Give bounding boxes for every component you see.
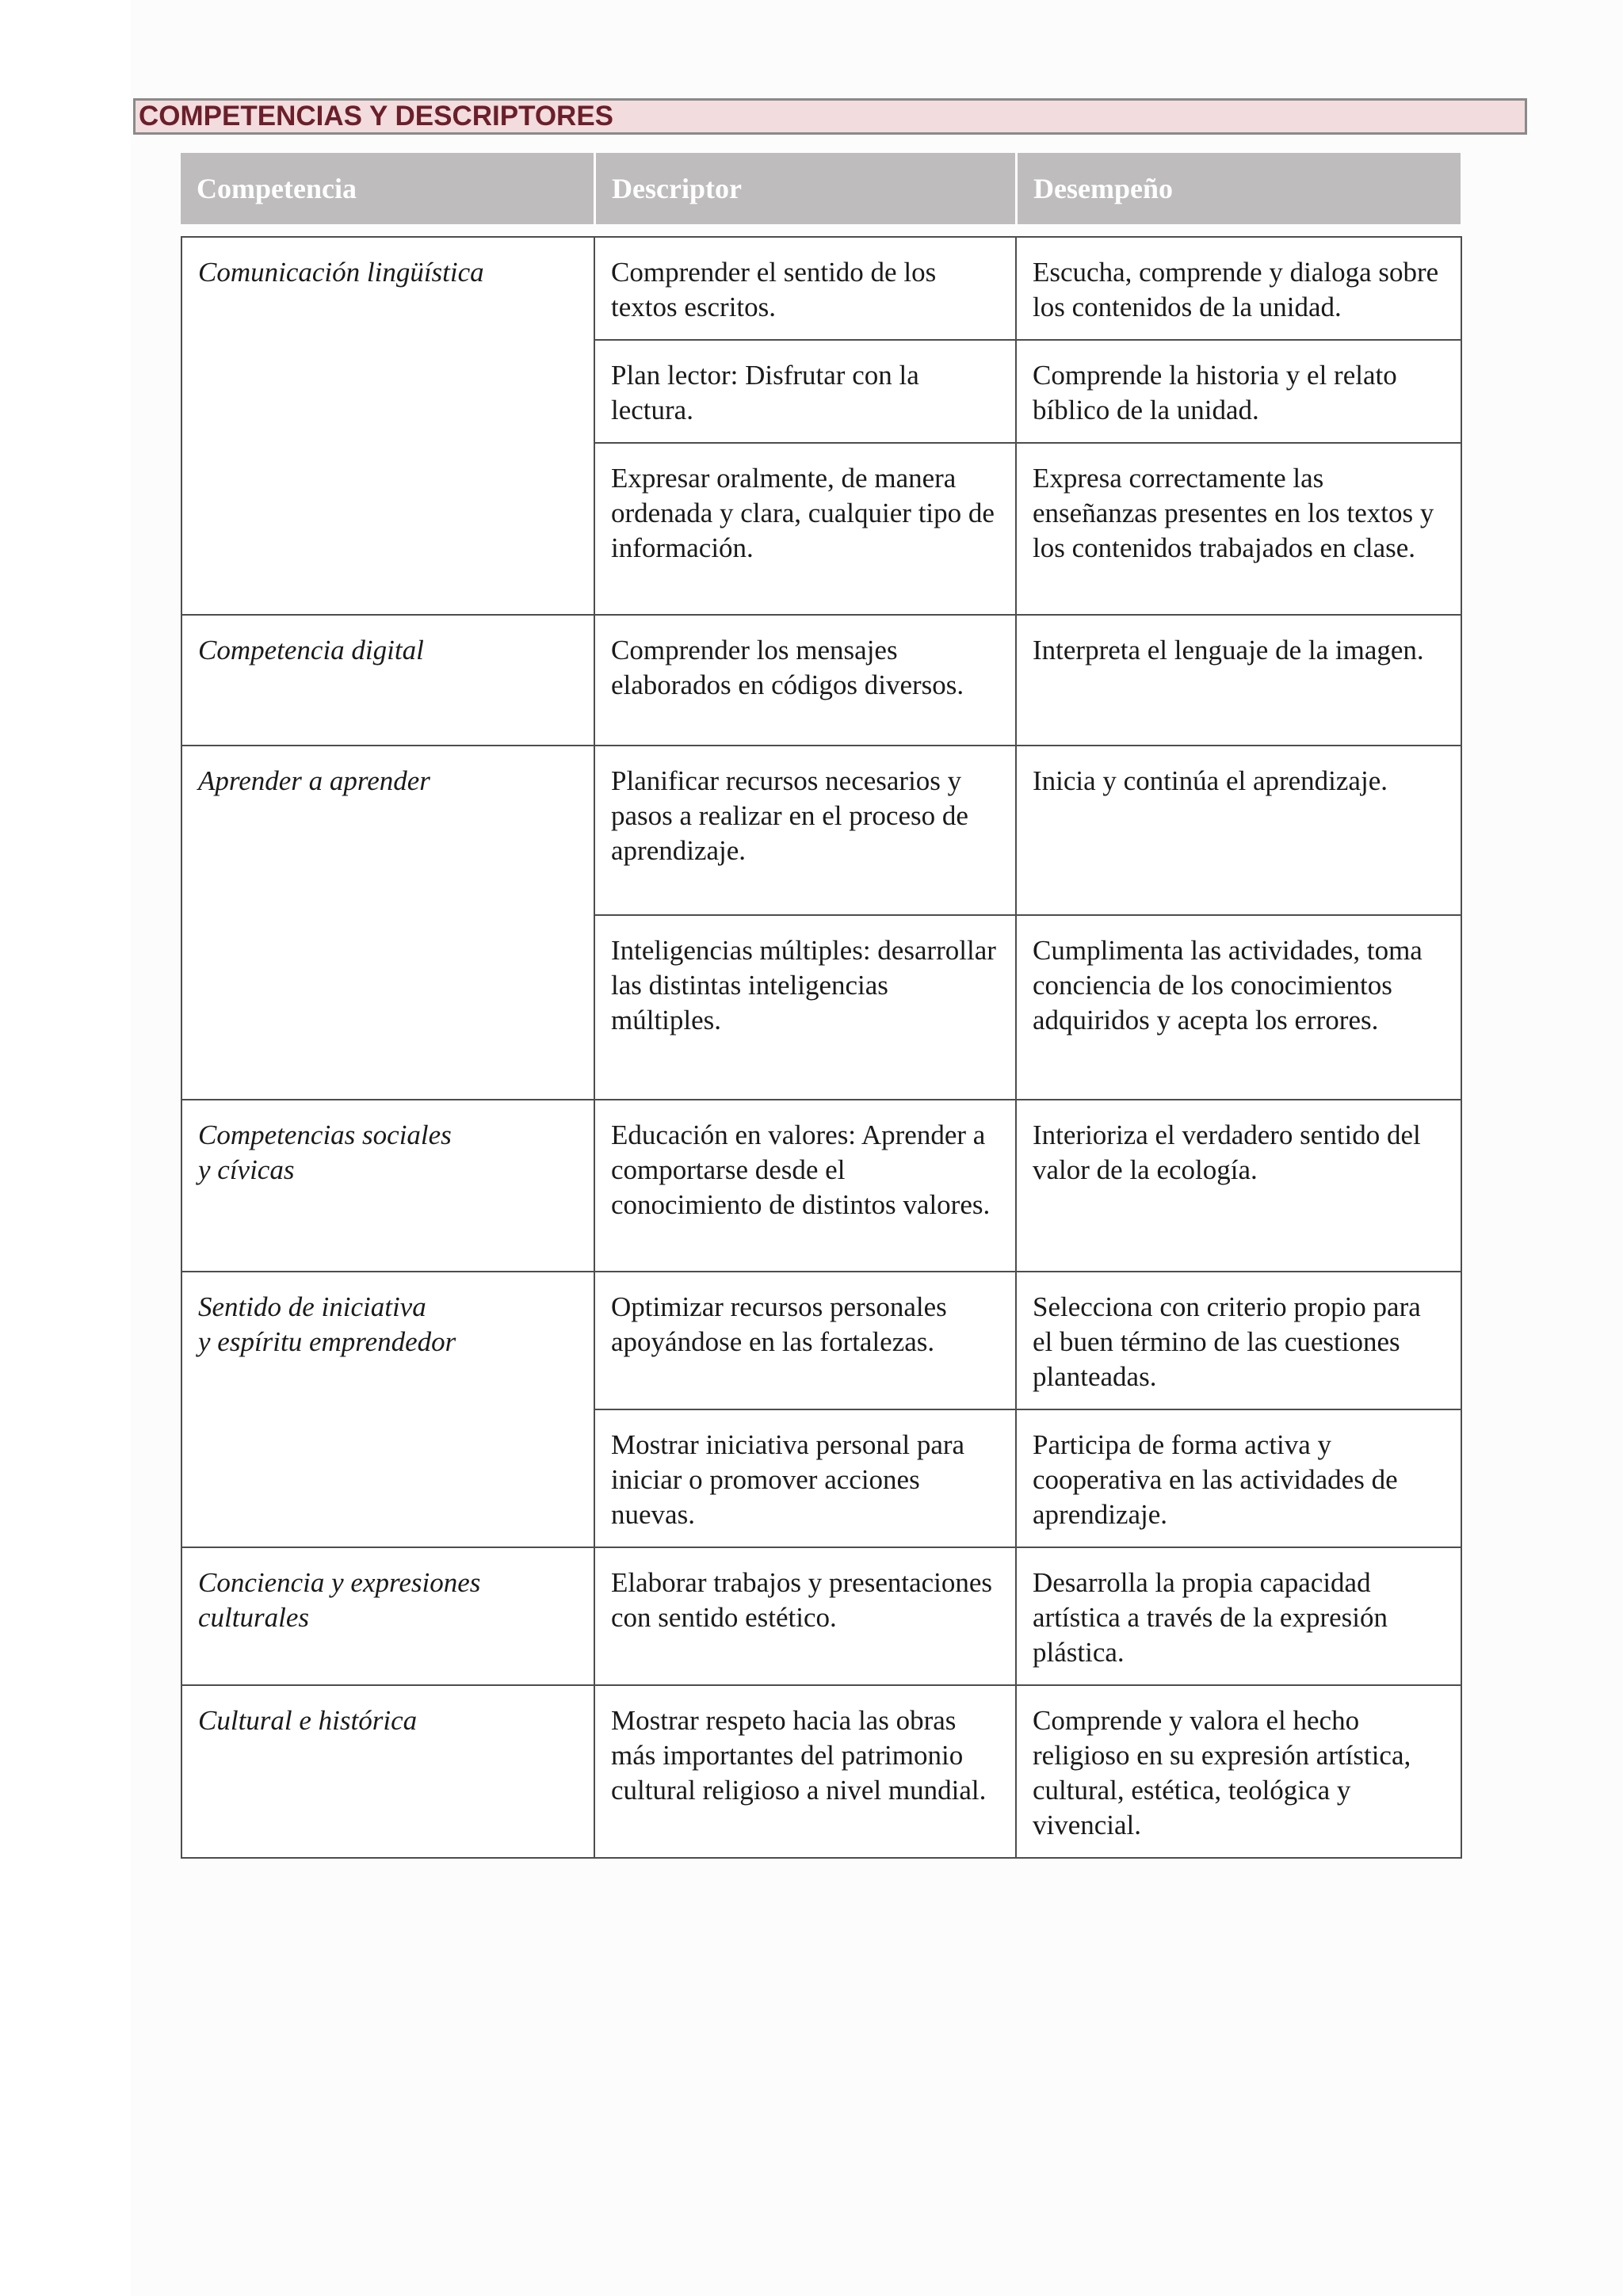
descriptor-cell: Inteligencias múltiples: desarrollar las distintas inteligencias múltiples. [594,915,1016,1100]
descriptor-cell: Educación en valores: Aprender a comportarse desde el conocimiento de distintos valores. [594,1100,1016,1272]
descriptor-cell: Comprender los mensajes elaborados en códigos diversos. [594,615,1016,746]
header-desempeno: Desempeño [1015,153,1461,224]
desempeno-cell: Participa de forma activa y cooperativa en las actividades de aprendizaje. [1016,1409,1461,1547]
desempeno-cell: Interioriza el verdadero sentido del valor de la ecología. [1016,1100,1461,1272]
competencia-cell: Conciencia y expresiones culturales [181,1547,594,1685]
table-row [181,615,1461,746]
table-row [181,1100,1461,1272]
section-title: COMPETENCIAS Y DESCRIPTORES [133,98,1527,135]
desempeno-cell: Inicia y continúa el aprendizaje. [1016,746,1461,915]
descriptor-cell: Optimizar recursos personales apoyándose en las fortalezas. [594,1272,1016,1409]
competencia-cell: Competencias sociales y cívicas [181,1100,594,1272]
table-row [181,1272,1461,1409]
descriptor-cell: Plan lector: Disfrutar con la lectura. [594,340,1016,443]
desempeno-cell: Expresa correctamente las enseñanzas presentes en los textos y los contenidos trabajados en clase. [1016,443,1461,615]
competencias-table [181,236,1462,1859]
competencia-cell: Sentido de iniciativa y espíritu emprendedor [181,1272,594,1547]
desempeno-cell: Comprende y valora el hecho religioso en su expresión artística, cultural, estética, teológica y vivencial. [1016,1685,1461,1858]
desempeno-cell: Escucha, comprende y dialoga sobre los contenidos de la unidad. [1016,237,1461,340]
desempeno-cell: Desarrolla la propia capacidad artística a través de la expresión plástica. [1016,1547,1461,1685]
competencia-cell: Aprender a aprender [181,746,594,1100]
competencia-cell: Comunicación lingüística [181,237,594,615]
competencia-cell: Cultural e histórica [181,1685,594,1858]
table-header [181,153,1461,224]
table-row [181,746,1461,915]
table-row [181,1685,1461,1858]
descriptor-cell: Mostrar iniciativa personal para iniciar o promover acciones nuevas. [594,1409,1016,1547]
descriptor-cell: Elaborar trabajos y presentaciones con sentido estético. [594,1547,1016,1685]
header-descriptor: Descriptor [594,153,1015,224]
desempeno-cell: Interpreta el lenguaje de la imagen. [1016,615,1461,746]
table-row [181,1547,1461,1685]
descriptor-cell: Expresar oralmente, de manera ordenada y clara, cualquier tipo de información. [594,443,1016,615]
desempeno-cell: Selecciona con criterio propio para el buen término de las cuestiones planteadas. [1016,1272,1461,1409]
descriptor-cell: Planificar recursos necesarios y pasos a realizar en el proceso de aprendizaje. [594,746,1016,915]
header-competencia: Competencia [181,153,594,224]
desempeno-cell: Comprende la historia y el relato bíblico de la unidad. [1016,340,1461,443]
descriptor-cell: Mostrar respeto hacia las obras más importantes del patrimonio cultural religioso a nivel mundial. [594,1685,1016,1858]
table-row [181,237,1461,340]
desempeno-cell: Cumplimenta las actividades, toma conciencia de los conocimientos adquiridos y acepta los errores. [1016,915,1461,1100]
competencia-cell: Competencia digital [181,615,594,746]
descriptor-cell: Comprender el sentido de los textos escritos. [594,237,1016,340]
